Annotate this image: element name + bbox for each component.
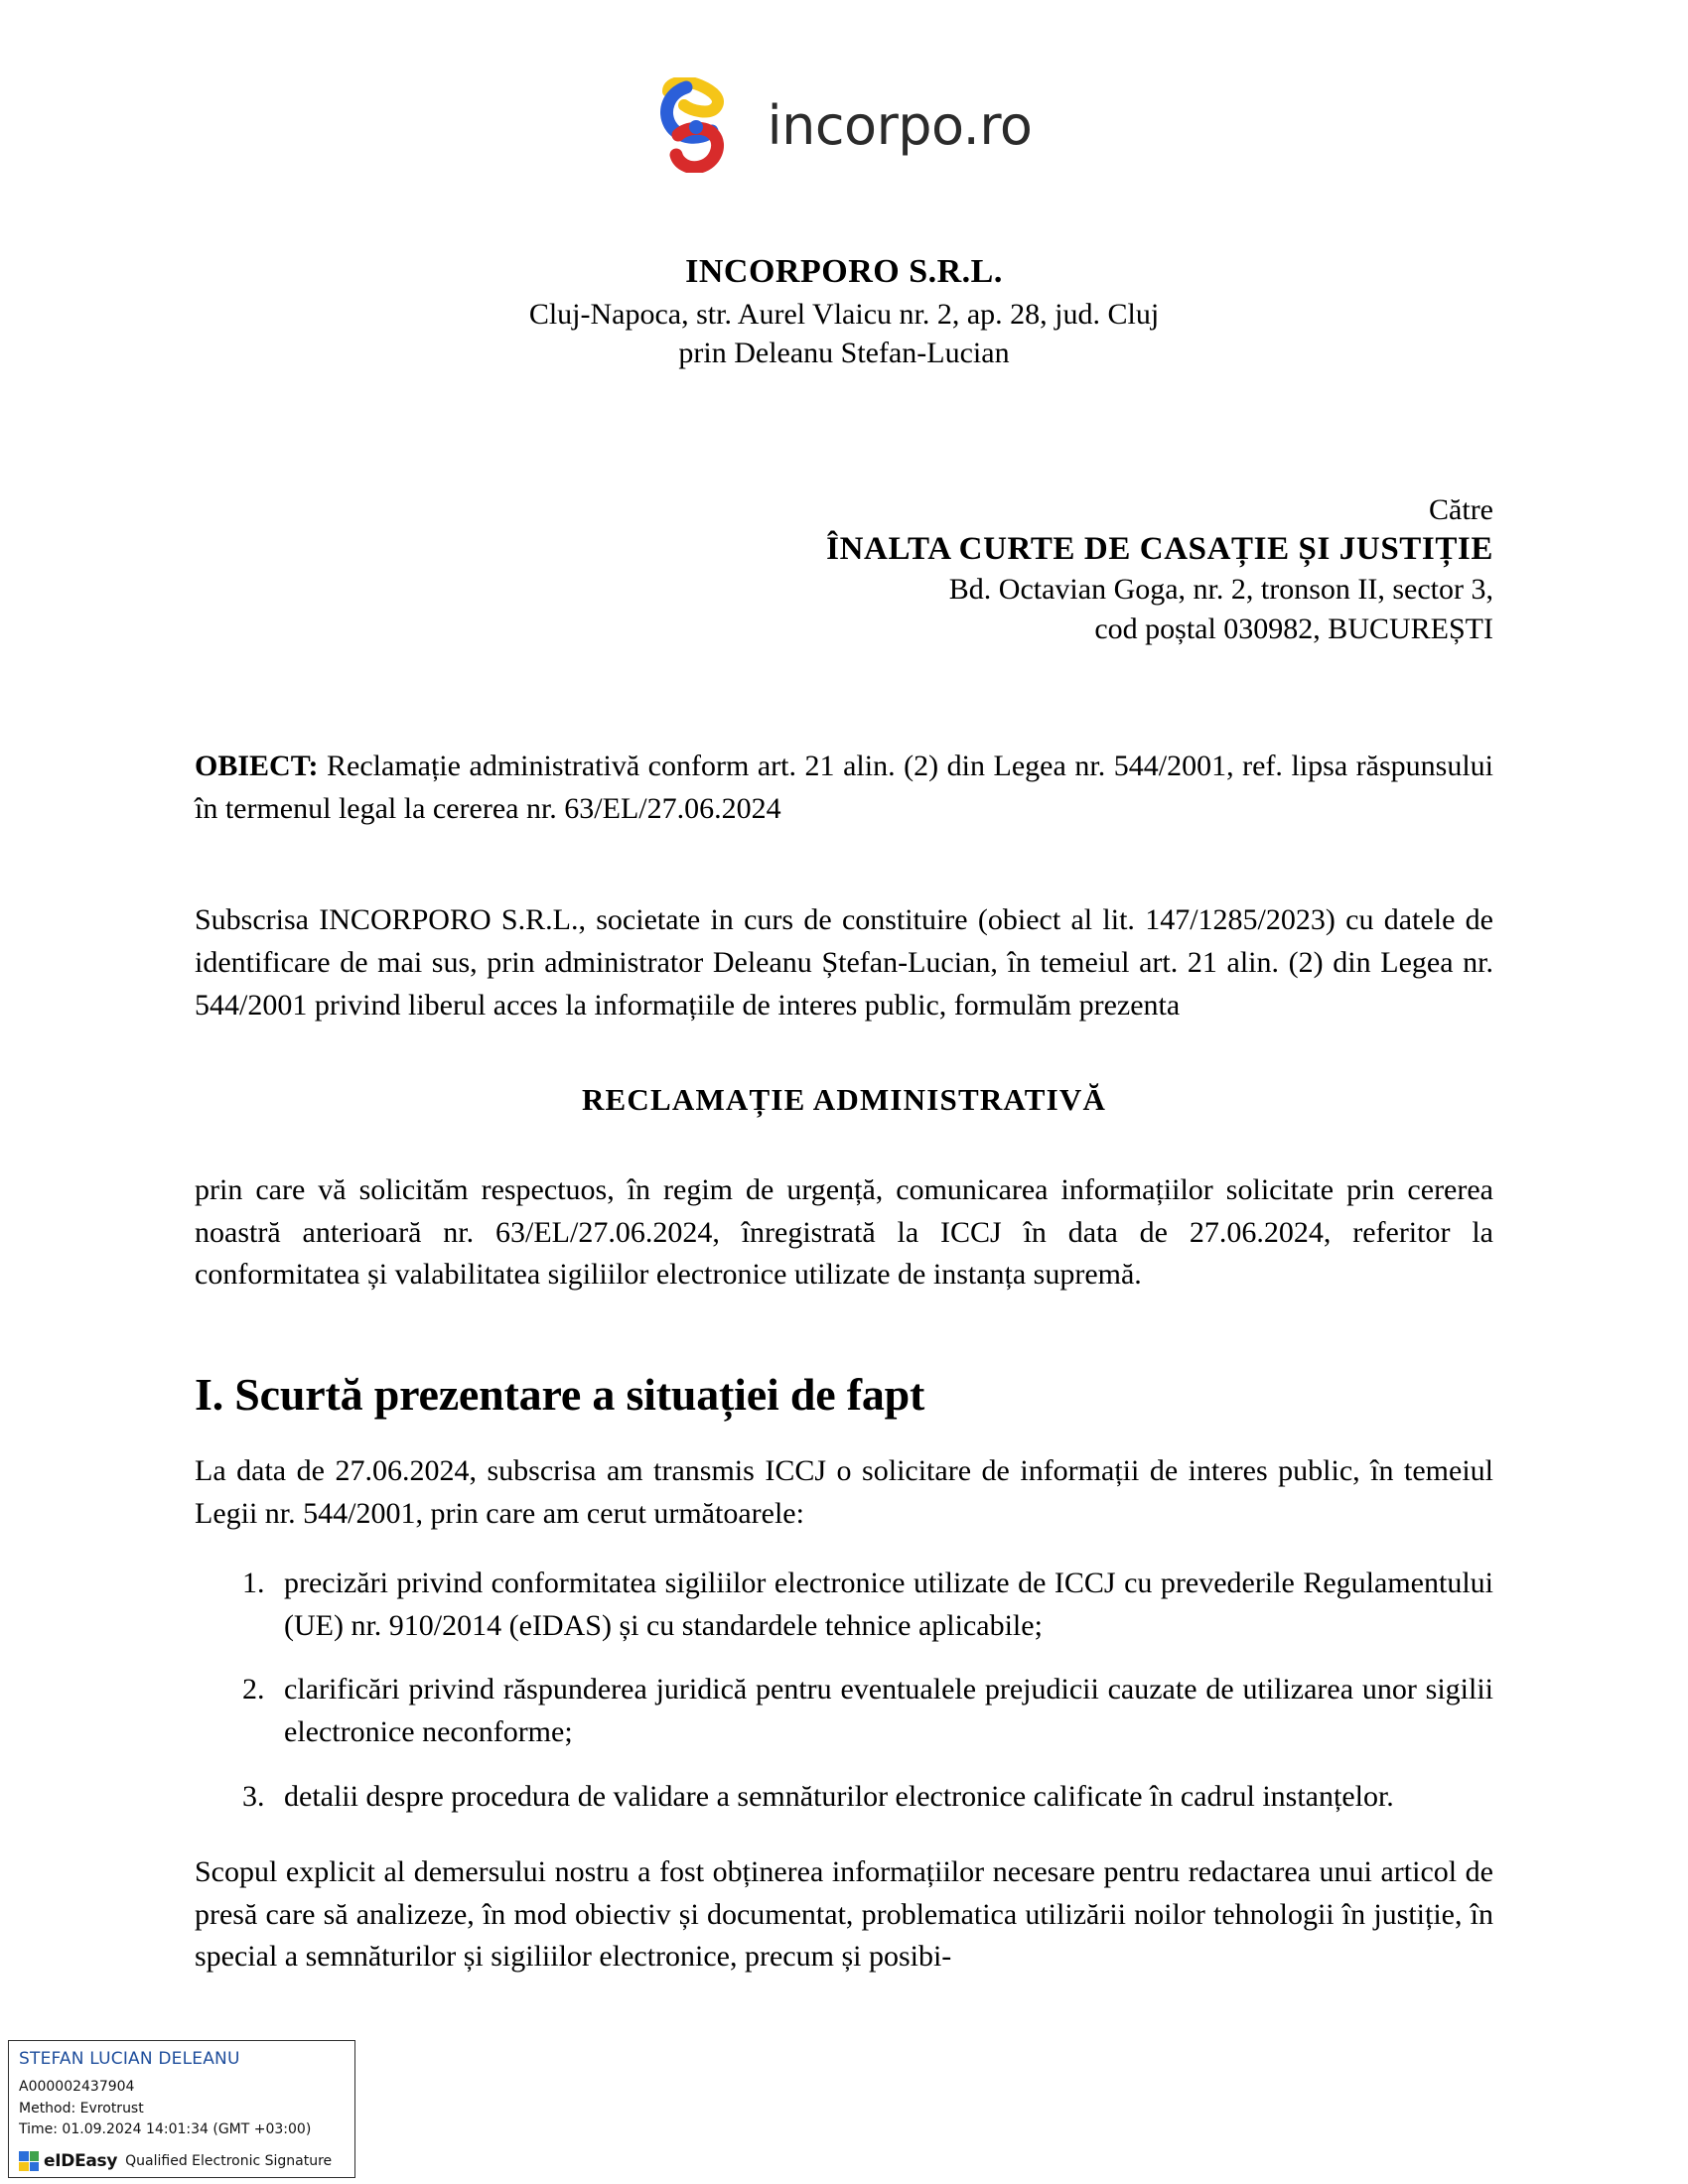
brand-name: incorpo.ro	[767, 93, 1033, 157]
list-item: 2. clarificări privind răspunderea juridică pentru eventualele prejudicii cauzate de utilizarea unor sigilii electronice neconforme;	[272, 1669, 1493, 1753]
signature-signer-name: STEFAN LUCIAN DELEANU	[19, 2048, 240, 2069]
document-content	[195, 253, 1493, 1979]
section-1-title: I. Scurtă prezentare a situației de fapt	[195, 1368, 925, 1420]
addressee-to-label: Către	[1429, 493, 1493, 526]
list-item: 1. precizări privind conformitatea sigiliilor electronice utilizate de ICCJ cu prevederile Regulamentului (UE) nr. 910/2014 (eIDAS) și cu standardele tehnice aplicabile;	[272, 1563, 1493, 1647]
eideasy-logo-icon	[19, 2151, 117, 2171]
sender-representative: prin Deleanu Stefan-Lucian	[678, 337, 1010, 369]
eideasy-squares-icon	[19, 2151, 39, 2171]
brand-logo	[0, 77, 1688, 173]
list-item: 3. detalii despre procedura de validare a semnăturilor electronice calificate în cadrul instanțelor.	[272, 1776, 1493, 1819]
request-paragraph: prin care vă solicităm respectuos, în regim de urgență, comunicarea informațiilor solicitate prin cererea noastră anterioară nr. 63/EL/27.06.2024, înregistrată la ICCJ în data de 27.06.2024, referitor la conformitatea și valabilitatea sigiliilor electronice utilizate de instanța supremă.	[195, 1173, 1493, 1292]
sender-block	[195, 253, 1493, 372]
intro-paragraph: Subscrisa INCORPORO S.R.L., societate in curs de constituire (obiect al lit. 147/1285/2023) cu datele de identificare de mai sus, prin administrator Deleanu Ștefan-Lucian, în temeiul art. 21 alin. (2) din Legea nr. 544/2001 privind liberul acces la informațiile de interes public, formulăm prezenta	[195, 903, 1493, 1022]
signature-method: Method: Evrotrust	[19, 2100, 144, 2116]
electronic-signature-stamp	[8, 2040, 355, 2178]
sender-company: INCORPORO S.R.L.	[685, 253, 1003, 290]
document-type-title: RECLAMAȚIE ADMINISTRATIVĂ	[581, 1082, 1107, 1118]
signature-time: Time: 01.09.2024 14:01:34 (GMT +03:00)	[19, 2121, 312, 2138]
signature-id: A000002437904	[19, 2078, 135, 2095]
addressee-address-line1: Bd. Octavian Goga, nr. 2, tronson II, sector 3,	[948, 573, 1493, 606]
subject-paragraph	[195, 746, 1493, 830]
sender-address: Cluj-Napoca, str. Aurel Vlaicu nr. 2, ap. 28, jud. Cluj	[528, 298, 1160, 331]
signature-qualification: Qualified Electronic Signature	[125, 2153, 333, 2169]
addressee-address-line2: cod poștal 030982, BUCUREȘTI	[1094, 612, 1493, 645]
subject-label: OBIECT:	[195, 750, 319, 783]
section-1-list	[195, 1563, 1493, 1818]
section-1-closing: Scopul explicit al demersului nostru a fost obținerea informațiilor necesare pentru redactarea unui articol de presă care să analizeze, în mod obiectiv și documentat, problematica utilizării noilor tehnologii în justiție, în special a semnăturilor și sigiliilor electronice, precum și posibi-	[195, 1855, 1493, 1974]
signature-footer	[19, 2151, 345, 2171]
signature-provider: eIDEasy	[44, 2151, 118, 2171]
addressee-block	[195, 493, 1493, 648]
addressee-institution: ÎNALTA CURTE DE CASAȚIE ȘI JUSTIȚIE	[826, 531, 1493, 567]
incorpo-swirl-logo-icon	[656, 77, 742, 173]
section-1-intro: La data de 27.06.2024, subscrisa am transmis ICCJ o solicitare de informații de interes public, în temeiul Legii nr. 544/2001, prin care am cerut următoarele:	[195, 1453, 1493, 1530]
subject-text: Reclamație administrativă conform art. 21 alin. (2) din Legea nr. 544/2001, ref. lipsa răspunsului în termenul legal la cererea nr. 63/EL/27.06.2024	[195, 750, 1494, 825]
